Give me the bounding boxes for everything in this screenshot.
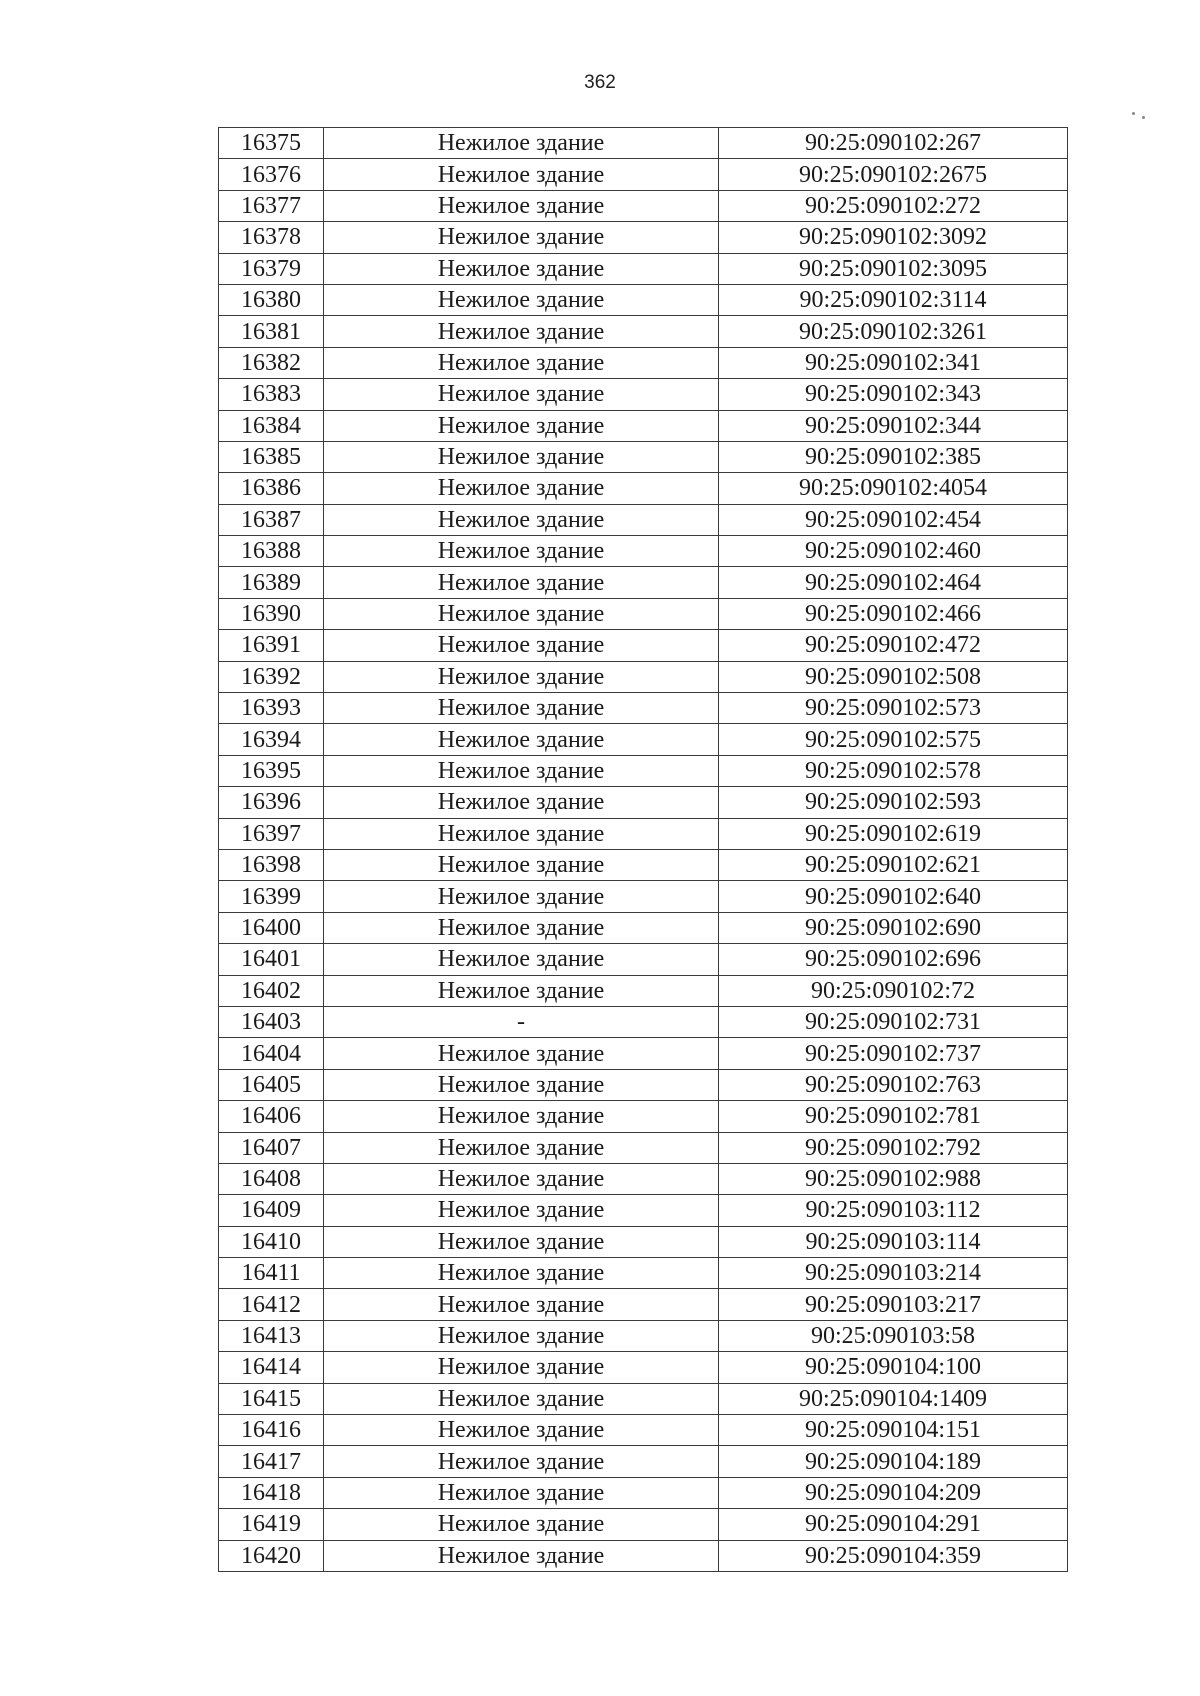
table-row [219, 441, 1068, 472]
cadastral-number-cell: 90:25:090104:291 [719, 1509, 1068, 1540]
row-number-cell: 16412 [219, 1289, 324, 1320]
row-number-cell: 16377 [219, 190, 324, 221]
object-type-cell: Нежилое здание [324, 316, 719, 347]
table-row [219, 598, 1068, 629]
row-number-cell: 16380 [219, 284, 324, 315]
object-type-cell: Нежилое здание [324, 473, 719, 504]
table-row [219, 944, 1068, 975]
table-row [219, 222, 1068, 253]
cadastral-number-cell: 90:25:090102:3092 [719, 222, 1068, 253]
row-number-cell: 16381 [219, 316, 324, 347]
row-number-cell: 16392 [219, 661, 324, 692]
object-type-cell: Нежилое здание [324, 975, 719, 1006]
row-number-cell: 16409 [219, 1195, 324, 1226]
cadastral-number-cell: 90:25:090104:1409 [719, 1383, 1068, 1414]
cadastral-number-cell: 90:25:090102:2675 [719, 159, 1068, 190]
cadastral-number-cell: 90:25:090103:114 [719, 1226, 1068, 1257]
cadastral-number-cell: 90:25:090102:575 [719, 724, 1068, 755]
table-row [219, 1477, 1068, 1508]
table-row [219, 661, 1068, 692]
object-type-cell: Нежилое здание [324, 1069, 719, 1100]
row-number-cell: 16384 [219, 410, 324, 441]
row-number-cell: 16418 [219, 1477, 324, 1508]
scan-speck [1132, 112, 1135, 115]
row-number-cell: 16411 [219, 1258, 324, 1289]
table-row [219, 410, 1068, 441]
object-type-cell: Нежилое здание [324, 724, 719, 755]
row-number-cell: 16416 [219, 1415, 324, 1446]
object-type-cell: Нежилое здание [324, 912, 719, 943]
table-row [219, 1163, 1068, 1194]
table-row [219, 1446, 1068, 1477]
table-row [219, 190, 1068, 221]
cadastral-number-cell: 90:25:090102:3261 [719, 316, 1068, 347]
object-type-cell: - [324, 1006, 719, 1037]
row-number-cell: 16387 [219, 504, 324, 535]
object-type-cell: Нежилое здание [324, 1289, 719, 1320]
scan-speck [1142, 116, 1145, 119]
table-row [219, 881, 1068, 912]
cadastral-number-cell: 90:25:090103:217 [719, 1289, 1068, 1320]
cadastral-number-cell: 90:25:090102:341 [719, 347, 1068, 378]
cadastral-number-cell: 90:25:090102:272 [719, 190, 1068, 221]
object-type-cell: Нежилое здание [324, 944, 719, 975]
table-row [219, 912, 1068, 943]
row-number-cell: 16382 [219, 347, 324, 378]
row-number-cell: 16379 [219, 253, 324, 284]
table-row [219, 1352, 1068, 1383]
object-type-cell: Нежилое здание [324, 849, 719, 880]
table-row [219, 1289, 1068, 1320]
cadastral-number-cell: 90:25:090102:640 [719, 881, 1068, 912]
table-row [219, 536, 1068, 567]
object-type-cell: Нежилое здание [324, 787, 719, 818]
table-row [219, 1101, 1068, 1132]
table-row [219, 1320, 1068, 1351]
table-row [219, 1195, 1068, 1226]
cadastral-number-cell: 90:25:090102:3095 [719, 253, 1068, 284]
object-type-cell: Нежилое здание [324, 441, 719, 472]
object-type-cell: Нежилое здание [324, 567, 719, 598]
row-number-cell: 16390 [219, 598, 324, 629]
object-type-cell: Нежилое здание [324, 1320, 719, 1351]
row-number-cell: 16385 [219, 441, 324, 472]
table-row [219, 975, 1068, 1006]
row-number-cell: 16408 [219, 1163, 324, 1194]
row-number-cell: 16403 [219, 1006, 324, 1037]
cadastral-number-cell: 90:25:090104:359 [719, 1540, 1068, 1571]
row-number-cell: 16391 [219, 630, 324, 661]
cadastral-number-cell: 90:25:090102:454 [719, 504, 1068, 535]
cadastral-number-cell: 90:25:090102:619 [719, 818, 1068, 849]
object-type-cell: Нежилое здание [324, 598, 719, 629]
object-type-cell: Нежилое здание [324, 1258, 719, 1289]
table-row [219, 724, 1068, 755]
object-type-cell: Нежилое здание [324, 284, 719, 315]
cadastral-number-cell: 90:25:090102:690 [719, 912, 1068, 943]
table-row [219, 1132, 1068, 1163]
cadastral-number-cell: 90:25:090102:466 [719, 598, 1068, 629]
cadastral-number-cell: 90:25:090102:696 [719, 944, 1068, 975]
page-number: 362 [584, 72, 616, 93]
cadastral-number-cell: 90:25:090102:344 [719, 410, 1068, 441]
cadastral-number-cell: 90:25:090102:578 [719, 755, 1068, 786]
table-row [219, 693, 1068, 724]
table-row [219, 1006, 1068, 1037]
cadastral-number-cell: 90:25:090102:988 [719, 1163, 1068, 1194]
cadastral-number-cell: 90:25:090102:472 [719, 630, 1068, 661]
row-number-cell: 16400 [219, 912, 324, 943]
object-type-cell: Нежилое здание [324, 1226, 719, 1257]
table-row [219, 630, 1068, 661]
cadastral-number-cell: 90:25:090102:737 [719, 1038, 1068, 1069]
table-row [219, 316, 1068, 347]
row-number-cell: 16399 [219, 881, 324, 912]
cadastral-number-cell: 90:25:090104:151 [719, 1415, 1068, 1446]
row-number-cell: 16419 [219, 1509, 324, 1540]
object-type-cell: Нежилое здание [324, 1132, 719, 1163]
table-row [219, 787, 1068, 818]
object-type-cell: Нежилое здание [324, 1101, 719, 1132]
object-type-cell: Нежилое здание [324, 755, 719, 786]
table-row [219, 284, 1068, 315]
object-type-cell: Нежилое здание [324, 1383, 719, 1414]
object-type-cell: Нежилое здание [324, 504, 719, 535]
cadastral-number-cell: 90:25:090103:112 [719, 1195, 1068, 1226]
object-type-cell: Нежилое здание [324, 347, 719, 378]
object-type-cell: Нежилое здание [324, 1509, 719, 1540]
table-row [219, 159, 1068, 190]
row-number-cell: 16420 [219, 1540, 324, 1571]
table-row [219, 1540, 1068, 1571]
row-number-cell: 16417 [219, 1446, 324, 1477]
object-type-cell: Нежилое здание [324, 818, 719, 849]
cadastral-number-cell: 90:25:090102:781 [719, 1101, 1068, 1132]
cadastral-number-cell: 90:25:090102:4054 [719, 473, 1068, 504]
object-type-cell: Нежилое здание [324, 661, 719, 692]
cadastral-number-cell: 90:25:090102:464 [719, 567, 1068, 598]
cadastral-number-cell: 90:25:090102:385 [719, 441, 1068, 472]
table-row [219, 849, 1068, 880]
object-type-cell: Нежилое здание [324, 1540, 719, 1571]
row-number-cell: 16406 [219, 1101, 324, 1132]
row-number-cell: 16386 [219, 473, 324, 504]
table-row [219, 1258, 1068, 1289]
row-number-cell: 16407 [219, 1132, 324, 1163]
cadastral-number-cell: 90:25:090102:621 [719, 849, 1068, 880]
cadastral-number-cell: 90:25:090104:189 [719, 1446, 1068, 1477]
cadastral-number-cell: 90:25:090102:508 [719, 661, 1068, 692]
object-type-cell: Нежилое здание [324, 410, 719, 441]
cadastral-number-cell: 90:25:090102:72 [719, 975, 1068, 1006]
object-type-cell: Нежилое здание [324, 253, 719, 284]
row-number-cell: 16397 [219, 818, 324, 849]
object-type-cell: Нежилое здание [324, 1195, 719, 1226]
row-number-cell: 16376 [219, 159, 324, 190]
object-type-cell: Нежилое здание [324, 536, 719, 567]
row-number-cell: 16396 [219, 787, 324, 818]
row-number-cell: 16415 [219, 1383, 324, 1414]
cadastral-number-cell: 90:25:090102:573 [719, 693, 1068, 724]
table-row [219, 755, 1068, 786]
object-type-cell: Нежилое здание [324, 1163, 719, 1194]
row-number-cell: 16395 [219, 755, 324, 786]
table-row [219, 347, 1068, 378]
cadastral-number-cell: 90:25:090102:267 [719, 128, 1068, 159]
table-row [219, 1383, 1068, 1414]
cadastral-number-cell: 90:25:090102:593 [719, 787, 1068, 818]
row-number-cell: 16410 [219, 1226, 324, 1257]
row-number-cell: 16394 [219, 724, 324, 755]
row-number-cell: 16404 [219, 1038, 324, 1069]
cadastral-number-cell: 90:25:090102:731 [719, 1006, 1068, 1037]
object-type-cell: Нежилое здание [324, 379, 719, 410]
cadastral-number-cell: 90:25:090102:460 [719, 536, 1068, 567]
table-row [219, 567, 1068, 598]
registry-table-body [219, 128, 1068, 1572]
table-row [219, 504, 1068, 535]
object-type-cell: Нежилое здание [324, 128, 719, 159]
row-number-cell: 16393 [219, 693, 324, 724]
object-type-cell: Нежилое здание [324, 159, 719, 190]
row-number-cell: 16401 [219, 944, 324, 975]
table-row [219, 379, 1068, 410]
table-row [219, 818, 1068, 849]
object-type-cell: Нежилое здание [324, 1415, 719, 1446]
row-number-cell: 16402 [219, 975, 324, 1006]
object-type-cell: Нежилое здание [324, 1352, 719, 1383]
object-type-cell: Нежилое здание [324, 630, 719, 661]
cadastral-number-cell: 90:25:090102:3114 [719, 284, 1068, 315]
table-row [219, 128, 1068, 159]
row-number-cell: 16383 [219, 379, 324, 410]
registry-table [218, 127, 1068, 1572]
cadastral-number-cell: 90:25:090103:214 [719, 1258, 1068, 1289]
table-row [219, 1509, 1068, 1540]
object-type-cell: Нежилое здание [324, 190, 719, 221]
object-type-cell: Нежилое здание [324, 1446, 719, 1477]
object-type-cell: Нежилое здание [324, 693, 719, 724]
object-type-cell: Нежилое здание [324, 1038, 719, 1069]
table-row [219, 473, 1068, 504]
row-number-cell: 16413 [219, 1320, 324, 1351]
table-row [219, 253, 1068, 284]
cadastral-number-cell: 90:25:090103:58 [719, 1320, 1068, 1351]
cadastral-number-cell: 90:25:090102:763 [719, 1069, 1068, 1100]
table-row [219, 1038, 1068, 1069]
object-type-cell: Нежилое здание [324, 881, 719, 912]
table-row [219, 1069, 1068, 1100]
row-number-cell: 16378 [219, 222, 324, 253]
row-number-cell: 16389 [219, 567, 324, 598]
cadastral-number-cell: 90:25:090102:792 [719, 1132, 1068, 1163]
cadastral-number-cell: 90:25:090104:100 [719, 1352, 1068, 1383]
row-number-cell: 16414 [219, 1352, 324, 1383]
object-type-cell: Нежилое здание [324, 222, 719, 253]
object-type-cell: Нежилое здание [324, 1477, 719, 1508]
cadastral-number-cell: 90:25:090104:209 [719, 1477, 1068, 1508]
cadastral-number-cell: 90:25:090102:343 [719, 379, 1068, 410]
row-number-cell: 16405 [219, 1069, 324, 1100]
table-row [219, 1226, 1068, 1257]
row-number-cell: 16375 [219, 128, 324, 159]
row-number-cell: 16388 [219, 536, 324, 567]
table-row [219, 1415, 1068, 1446]
row-number-cell: 16398 [219, 849, 324, 880]
